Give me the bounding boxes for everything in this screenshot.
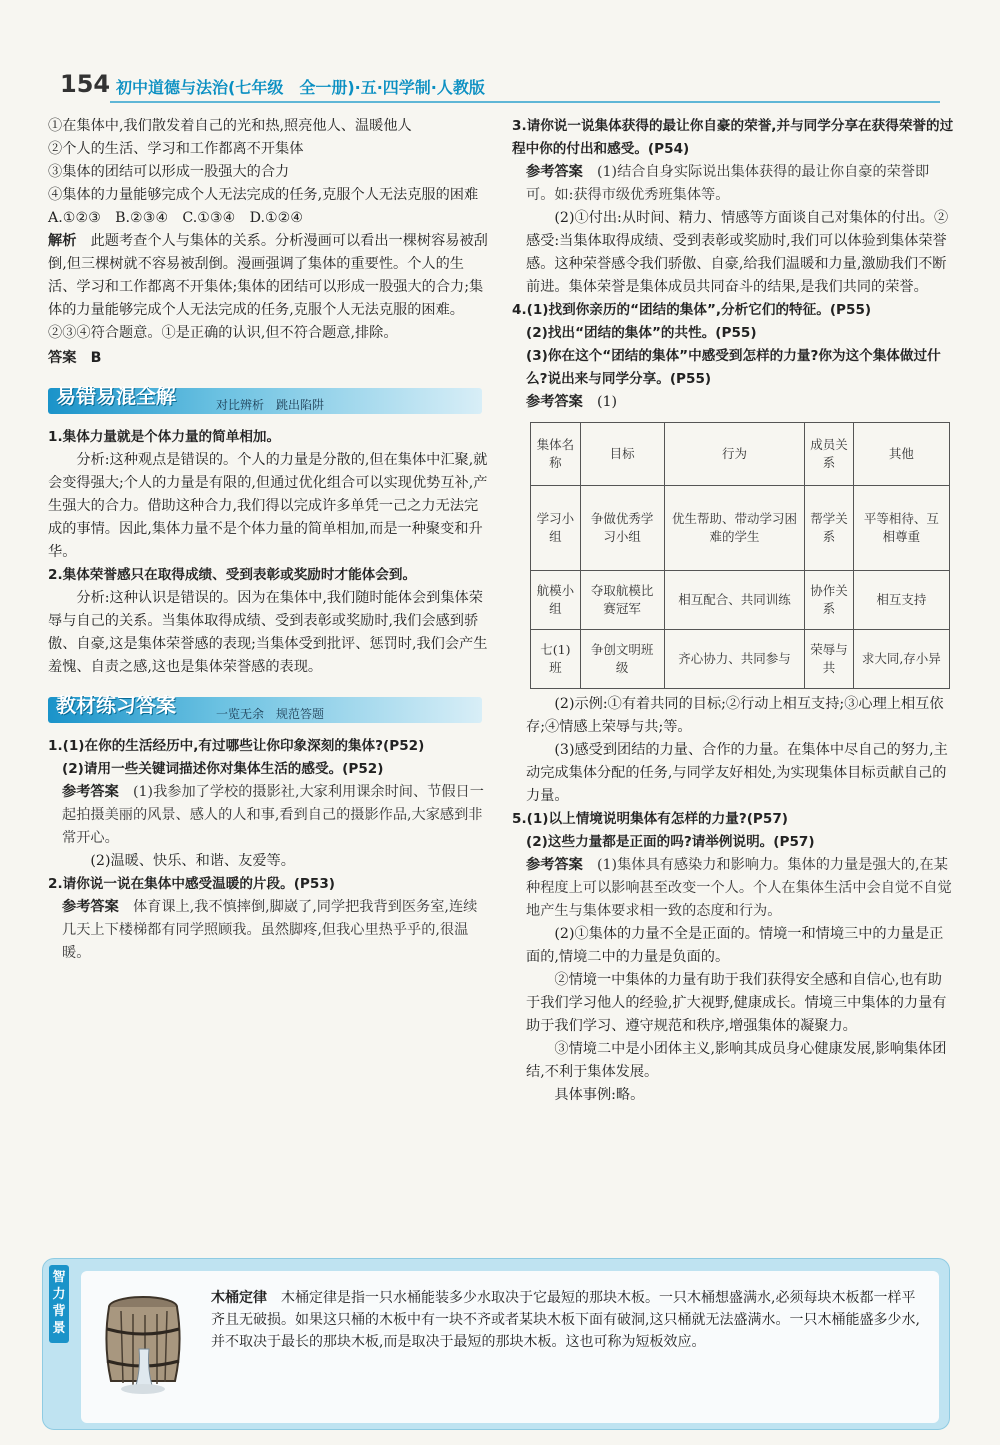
table-cell: 七(1)班 [531,630,581,689]
answer-5-part-3: ②情境一中集体的力量有助于我们获得安全感和自信心,也有助于我们学习他人的经验,扩大视野,健康成长。情境三中集体的力量有助于我们学习、遵守规范和秩序,增强集体的凝聚力。 [526,972,947,1034]
section-banner-errors [48,384,486,416]
right-column [512,115,954,1107]
answer-2: 参考答案 体育课上,我不慎摔倒,脚崴了,同学把我背到医务室,连续几天上下楼梯都有同学照顾我。虽然脚疼,但我心里热乎乎的,很温暖。 [62,899,478,961]
answer-1-part-1: 参考答案 (1)我参加了学校的摄影社,大家利用课余时间、节假日一起拍摄美丽的风景、感人的人和事,看到自己的摄影作品,大家感到非常开心。 [62,784,484,846]
reference-answer-label: 参考答案 [526,857,583,873]
question-5-part-1: 5.(1)以上情境说明集体有怎样的力量?(P57) [512,811,789,827]
table-row [531,486,950,571]
statement-1: ①在集体中,我们散发着自己的光和热,照亮他人、温暖他人 [48,118,412,134]
table-cell: 相互支持 [853,571,949,630]
reference-answer-label: 参考答案 [62,784,119,800]
table-cell: 航模小组 [531,571,581,630]
answer-5-part-5: 具体事例:略。 [554,1087,645,1103]
table-cell: 帮学关系 [805,486,853,571]
answer-label: 答案 [48,350,77,366]
statement-3: ③集体的团结可以形成一股强大的合力 [48,164,290,180]
section-banner-exercises [48,693,486,725]
page-number: 154 [60,70,111,98]
answer-3-part-1: 参考答案 (1)结合自身实际说出集体获得的最让你自豪的荣誉即可。如:获得市级优秀班集体等。 [526,164,930,203]
reference-answer-label: 参考答案 [526,164,583,180]
question-1-part-2: (2)请用一些关键词描述你对集体生活的感受。(P52) [62,761,384,777]
question-1-part-1: 1.(1)在你的生活经历中,有过哪些让你印象深刻的集体?(P52) [48,738,425,754]
answer-3-part-2: (2)①付出:从时间、精力、情感等方面谈自己对集体的付出。②感受:当集体取得成绩、受到表彰或奖励时,我们可以体验到集体荣誉感。这种荣誉感令我们骄傲、自豪,给我们温暖和力量,激励我们不断前进。集体荣誉是集体成员共同奋斗的结果,是我们共同的荣誉。 [526,210,949,295]
error-item-2-body: 分析:这种认识是错误的。因为在集体中,我们随时能体会到集体荣辱与自己的关系。当集体取得成绩、受到表彰或奖励时,我们会感到骄傲、自豪,这是集体荣誉感的表现;当集体受到批评、惩罚时,我们会产生羞愧、自责之感,这也是集体荣誉感的表现。 [48,590,488,675]
banner-title: 教材练习答案 [56,693,176,717]
table-cell: 学习小组 [531,486,581,571]
table-row [531,571,950,630]
answer-1-part-2: (2)温暖、快乐、和谐、友爱等。 [90,853,295,869]
reference-answer-label: 参考答案 [62,899,119,915]
question-4-part-2: (2)找出“团结的集体”的共性。(P55) [526,325,757,341]
table-cell: 优生帮助、带动学习困难的学生 [664,486,805,571]
statement-4: ④集体的力量能够完成个人无法完成的任务,克服个人无法克服的困难 [48,187,479,203]
answer-4-part-2: (2)示例:①有着共同的目标;②行动上相互支持;③心理上相互依存;④情感上荣辱与共;等。 [526,696,944,735]
analysis-text: 此题考查个人与集体的关系。分析漫画可以看出一棵树容易被刮倒,但三棵树就不容易被刮倒。漫画强调了集体的重要性。个人的生活、学习和工作都离不开集体;集体的团结可以形成一股强大的合力;集体的力量能够完成个人无法完成的任务,克服个人无法克服的困难。②③④符合题意。①是正确的认识,但不符合题意,排除。 [48,233,488,341]
table-cell: 协作关系 [805,571,853,630]
answer-line [48,347,488,370]
answer-4-label-line: 参考答案 (1) [526,394,618,410]
box-text: 木桶定律是指一只水桶能装多少水取决于它最短的那块木板。一只木桶想盛满水,必须每块木板都一样平齐且无破损。如果这只桶的木板中有一块不齐或者某块木板下面有破洞,这只桶就无法盛满水。一只木桶能盛多少水,并不取决于最长的那块木板,而是取决于最短的那块木板。这也可称为短板效应。 [211,1290,920,1350]
header-rule [110,101,940,103]
table-cell: 荣辱与共 [805,630,853,689]
choice-options: A.①②③ B.②③④ C.①③④ D.①②④ [48,210,304,226]
table-header-cell: 其他 [853,423,949,486]
left-column [48,115,488,965]
table-header-cell: 行为 [664,423,805,486]
page-header [60,70,940,106]
answer-4-part-3: (3)感受到团结的力量、合作的力量。在集体中尽自己的努力,主动完成集体分配的任务,与同学友好相处,为实现集体目标贡献自己的力量。 [526,742,948,804]
wooden-barrel-icon [95,1289,191,1399]
table-cell: 求大同,存小异 [853,630,949,689]
table-header-cell: 成员关系 [805,423,853,486]
question-5-part-2: (2)这些力量都是正面的吗?请举例说明。(P57) [526,834,815,850]
question-4-part-1: 4.(1)找到你亲历的“团结的集体”,分析它们的特征。(P55) [512,302,872,318]
banner-subtitle: 对比辨析 跳出陷阱 [216,398,325,412]
error-item-2-title: 2.集体荣誉感只在取得成绩、受到表彰或奖励时才能体会到。 [48,567,417,583]
answer-5-part-1: 参考答案 (1)集体具有感染力和影响力。集体的力量是强大的,在某种程度上可以影响甚至改变一个人。个人在集体生活中会自觉不自觉地产生与集体要求相一致的态度和行为。 [526,857,952,919]
banner-title: 易错易混全解 [56,384,176,408]
box-keyword: 木桶定律 [211,1290,267,1306]
table-cell: 平等相待、互相尊重 [853,486,949,571]
analysis-paragraph [48,230,488,345]
table-cell: 争创文明班级 [580,630,664,689]
answer-5-part-4: ③情境二中是小团体主义,影响其成员身心健康发展,影响集体团结,不利于集体发展。 [526,1041,947,1080]
collective-features-table [530,422,950,689]
answer-5-part-2: (2)①集体的力量不全是正面的。情境一和情境三中的力量是正面的,情境二中的力量是负面的。 [526,926,944,965]
answer-value: B [90,350,102,366]
question-3: 3.请你说一说集体获得的最让你自豪的荣誉,并与同学分享在获得荣誉的过程中你的付出和感受。(P54) [512,118,954,157]
question-2: 2.请你说一说在集体中感受温暖的片段。(P53) [48,876,336,892]
table-cell: 夺取航模比赛冠军 [580,571,664,630]
table-header-cell: 集体名称 [531,423,581,486]
table-header-cell: 目标 [580,423,664,486]
box-tag: 智力背景 [49,1265,69,1343]
table-row [531,630,950,689]
box-paragraph [211,1287,923,1353]
table-cell: 相互配合、共同训练 [664,571,805,630]
question-4-part-3: (3)你在这个“团结的集体”中感受到怎样的力量?你为这个集体做过什么?说出来与同学分享。(P55) [526,348,941,387]
banner-subtitle: 一览无余 规范答题 [216,707,325,721]
table-header-row [531,423,950,486]
error-item-1-title: 1.集体力量就是个体力量的简单相加。 [48,429,281,445]
table-cell: 争做优秀学习小组 [580,486,664,571]
statement-2: ②个人的生活、学习和工作都离不开集体 [48,141,304,157]
intelligence-background-box [42,1258,950,1430]
table-cell: 齐心协力、共同参与 [664,630,805,689]
book-title: 初中道德与法治(七年级 全一册)·五·四学制·人教版 [116,78,485,97]
analysis-label: 解析 [48,233,77,249]
reference-answer-label: 参考答案 [526,394,583,410]
box-content [81,1271,939,1423]
error-item-1-body: 分析:这种观点是错误的。个人的力量是分散的,但在集体中汇聚,就会变得强大;个人的力量是有限的,但通过优化组合可以实现优势互补,产生强大的合力。借助这种合力,我们得以完成许多单凭一己之力无法完成的事情。因此,集体力量不是个体力量的简单相加,而是一种聚变和升华。 [48,452,488,560]
